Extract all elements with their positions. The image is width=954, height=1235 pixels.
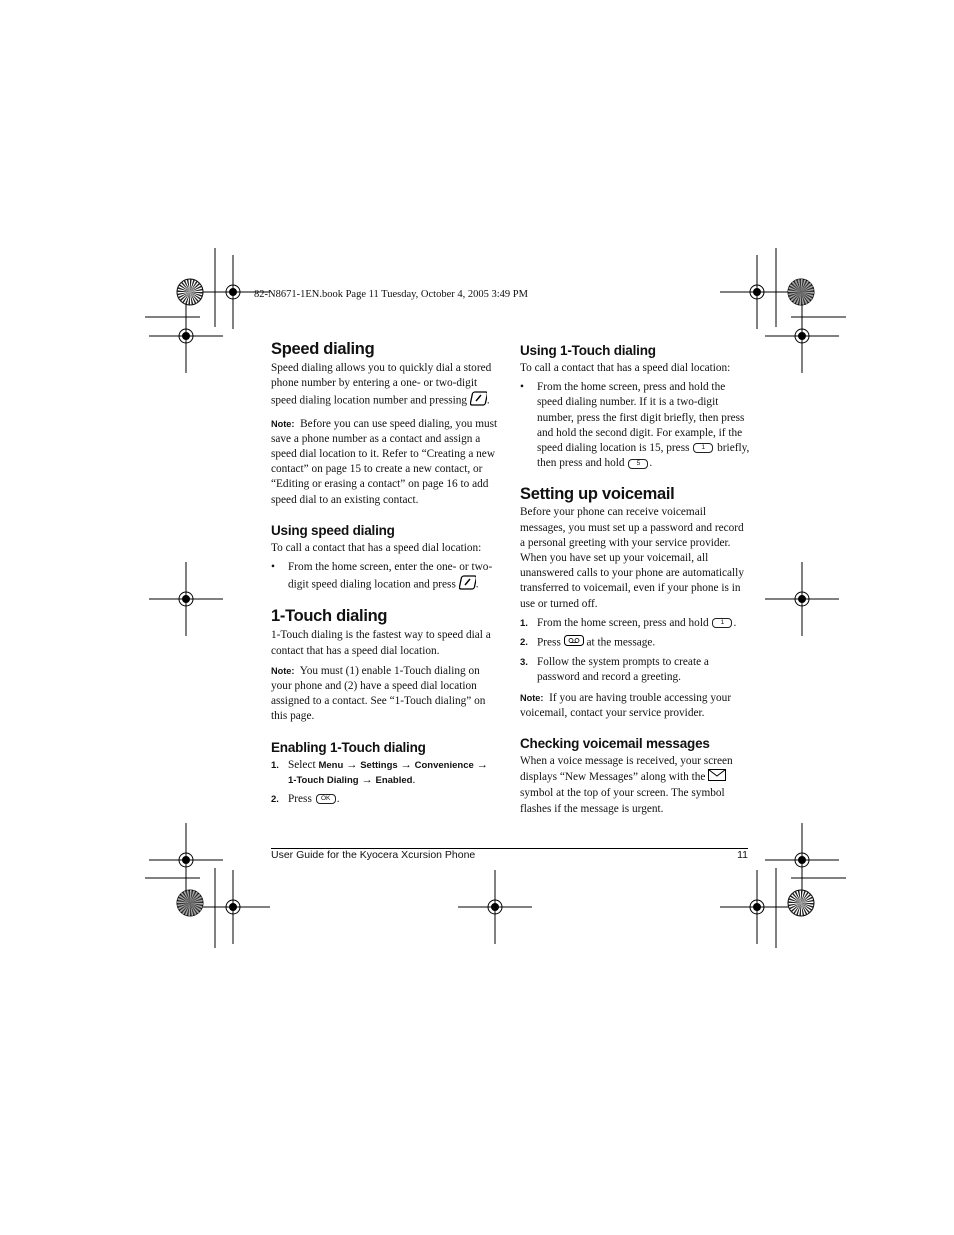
key-1-icon: 1 xyxy=(693,443,713,453)
right-column xyxy=(520,340,750,817)
list-item: • From the home screen, press and hold the speed dialing number. If it is a two-digit number, press the first digit briefly, then press and hold the second digit. For example, if the speed dialing location is 15, press 1 briefly, then press and hold 5 . xyxy=(520,381,750,470)
touch-dialing-note: Note: You must (1) enable 1-Touch dialing on your phone and (2) have a speed dial location assigned to a contact. See “1-Touch dialing” on this page. xyxy=(271,664,486,723)
heading-speed-dialing: Speed dialing xyxy=(271,340,375,358)
send-key-icon xyxy=(470,391,487,411)
page-number: 11 xyxy=(737,849,748,861)
using-touch-intro: To call a contact that has a speed dial location: xyxy=(520,362,731,374)
heading-setting-up-voicemail: Setting up voicemail xyxy=(520,485,675,504)
color-star-target xyxy=(177,890,203,916)
checking-voicemail-paragraph: When a voice message is received, your screen displays “New Messages” along with the symbol at the top of your screen. The symbol flashes if the message is urgent. xyxy=(520,755,733,815)
voicemail-paragraph: Before your phone can receive voicemail messages, you must set up a password and record a personal greeting with your service provider. When you have set up your voicemail, all unanswered calls to your phone are automatically transferred to voicemail, even if your phone is in use or turned off. xyxy=(520,506,744,610)
voicemail-softkey-icon xyxy=(564,635,584,651)
color-star-target xyxy=(177,279,203,305)
using-speed-intro: To call a contact that has a speed dial location: xyxy=(271,541,482,554)
registration-mark xyxy=(765,562,839,636)
speed-dialing-note: Note: Before you can use speed dialing, you must save a phone number as a contact and assign a speed dial location to it. Refer to “Creating a new contact” on page 15 to create a new contact, or “Editing or erasing a contact” on page 16 to add speed dial to an existing contact. xyxy=(271,417,498,506)
send-key-icon xyxy=(459,575,476,595)
registration-mark xyxy=(196,870,270,944)
list-item: • From the home screen, enter the one- or two-digit speed dialing location and press . xyxy=(271,560,499,595)
touch-dialing-paragraph: 1-Touch dialing is the fastest way to speed dial a contact that has a speed dial location. xyxy=(271,629,491,657)
envelope-icon xyxy=(708,769,726,786)
registration-mark xyxy=(149,823,223,897)
registration-mark xyxy=(720,255,794,329)
heading-1-touch-dialing: 1-Touch dialing xyxy=(271,607,388,626)
heading-using-speed-dialing: Using speed dialing xyxy=(271,522,395,538)
ok-key-icon: OK xyxy=(316,794,336,804)
heading-enabling-1-touch: Enabling 1-Touch dialing xyxy=(271,739,426,755)
key-5-icon: 5 xyxy=(628,459,648,469)
file-info-line: 82-N8671-1EN.book Page 11 Tuesday, October 4, 2005 3:49 PM xyxy=(254,289,528,300)
speed-dialing-paragraph: Speed dialing allows you to quickly dial a stored phone number by entering a one- or two-digit speed dialing location number and pressing . xyxy=(271,361,499,412)
voicemail-note: Note: If you are having trouble accessing your voicemail, contact your service provider. xyxy=(520,691,732,719)
page-footer xyxy=(271,848,748,861)
heading-checking-voicemail: Checking voicemail messages xyxy=(520,736,710,752)
registration-mark xyxy=(149,562,223,636)
heading-using-1-touch: Using 1-Touch dialing xyxy=(520,343,656,358)
footer-guide-title: User Guide for the Kyocera Xcursion Phone xyxy=(271,849,476,861)
list-item: 1. Select Menu → Settings → Convenience → 1-Touch Dialing → Enabled. xyxy=(271,758,488,786)
list-item: 2. Press OK . xyxy=(271,793,340,806)
registration-mark xyxy=(720,870,794,944)
list-item: 1. From the home screen, press and hold 1 . xyxy=(520,616,737,629)
list-item: 2. Press at the message. xyxy=(520,635,750,651)
left-column xyxy=(271,340,499,807)
key-1-icon: 1 xyxy=(712,618,732,628)
registration-mark xyxy=(458,870,532,944)
color-star-target xyxy=(788,279,814,305)
registration-mark xyxy=(149,299,223,373)
color-star-target xyxy=(788,890,814,916)
list-item: 3. Follow the system prompts to create a password and record a greeting. xyxy=(520,656,709,684)
